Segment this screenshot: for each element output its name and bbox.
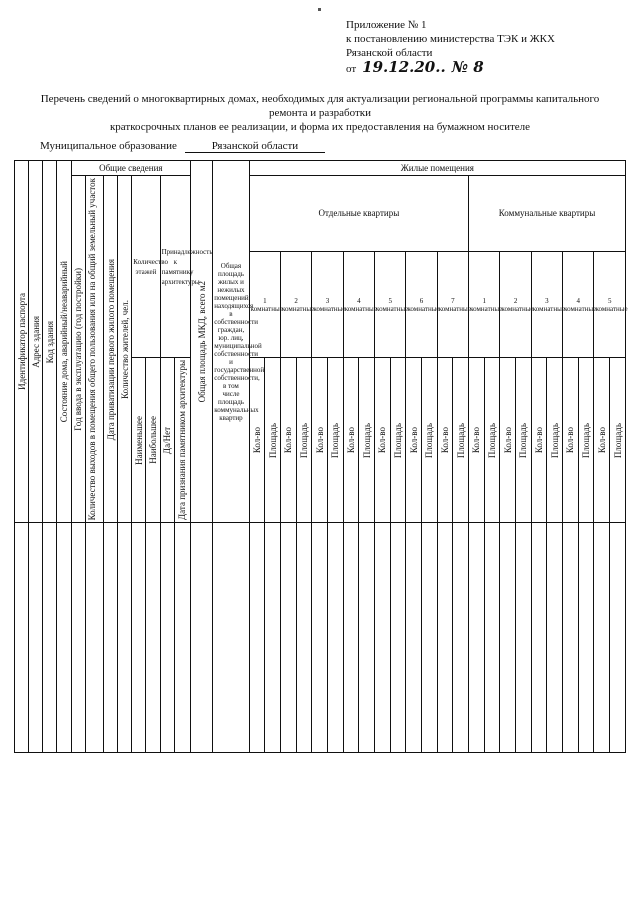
communal-rooms-3 [531,251,565,357]
data-cell[interactable] [265,523,281,753]
communal-rooms-2 [500,251,534,357]
data-cell[interactable] [249,523,265,753]
data-cell[interactable] [174,523,190,753]
data-cell[interactable] [516,523,532,753]
qty-label: Кол-во [471,427,482,454]
col-exits: Количество выходов в помещения общего пользования или на общий земельный участок [86,178,97,521]
data-cell[interactable] [15,523,29,753]
data-cell[interactable] [578,523,594,753]
data-cell[interactable] [29,523,43,753]
appendix-ref: к постановлению министерства ТЭК и ЖКХ [346,33,555,45]
qty-label: Кол-во [377,427,388,454]
floors-group: Количество этажей [132,176,160,358]
qty-label: Кол-во [534,427,545,454]
appendix-header [346,18,616,76]
room-count: 1 [482,296,486,305]
data-cell[interactable] [312,523,328,753]
area-label: Площадь [549,422,560,458]
col-state: Состояние дома, аварийный/неаварийный [59,261,70,423]
rooms-suffix: комнатные [344,304,377,313]
communal-apartments-header: Коммунальные квартиры [469,176,626,252]
qty-label: Кол-во [314,427,325,454]
communal-3-area-cell [547,358,563,523]
rooms-suffix: комнатные [438,304,471,313]
col-monument-date: Дата признания памятником архитектуры [177,360,188,521]
col-floors-max: Наибольшее [148,416,159,465]
data-cell[interactable] [71,523,85,753]
room-count: 2 [513,296,518,305]
data-cell[interactable] [469,523,485,753]
separate-rooms-4 [343,251,377,357]
separate-rooms-2 [281,251,315,357]
rooms-suffix: комнатные [532,304,565,313]
communal-5-area-cell [610,358,626,523]
data-cell[interactable] [191,523,213,753]
separate-rooms-3 [312,251,346,357]
data-cell[interactable] [328,523,344,753]
separate-2-area-cell [296,358,312,523]
separate-2-qty-cell [281,358,297,523]
separate-7-area-cell [453,358,469,523]
data-cell[interactable] [406,523,422,753]
communal-2-qty-cell [500,358,516,523]
qty-label: Кол-во [408,427,419,454]
data-cell[interactable] [563,523,579,753]
document-title [40,92,600,134]
col-code: Код здания [44,320,55,363]
data-cell[interactable] [85,523,103,753]
communal-4-area-cell [578,358,594,523]
monument-group: Принадлежность к памятнику архитектуры [160,176,190,358]
separate-rooms-7 [437,251,471,357]
communal-2-area-cell [516,358,532,523]
area-label: Площадь [518,422,529,458]
room-count: 2 [294,296,298,305]
data-cell[interactable] [281,523,297,753]
data-cell[interactable] [531,523,547,753]
area-label: Площадь [487,422,498,458]
qty-label: Кол-во [565,427,576,454]
area-label: Площадь [612,422,623,458]
separate-5-area-cell [390,358,406,523]
rooms-suffix: комнатные [407,304,440,313]
data-cell[interactable] [453,523,469,753]
communal-rooms-1 [469,251,503,357]
qty-label: Кол-во [346,427,357,454]
area-label: Площадь [581,422,592,458]
separate-1-area-cell [265,358,281,523]
data-cell[interactable] [43,523,57,753]
scan-speck [318,8,321,11]
separate-3-area-cell [328,358,344,523]
qty-label: Кол-во [251,427,262,454]
municipality-row [40,140,600,153]
title-line-1: Перечень сведений о многоквартирных домах, необходимых для актуализации региональной программы капитального ремонта и разработки [40,93,600,119]
communal-3-qty-cell [531,358,547,523]
rooms-suffix: комнатные [470,304,503,313]
appendix-region: Рязанской области [346,47,433,59]
data-cell[interactable] [132,523,146,753]
col-privatization-date: Дата приватизации первого жилого помещения [105,258,116,440]
col-year: Год ввода в эксплуатацию (год постройки) [73,267,84,431]
room-count: 4 [576,296,581,305]
area-label: Площадь [267,422,278,458]
room-count: 7 [451,296,455,305]
municipality-value: Рязанской области [185,140,325,153]
qty-label: Кол-во [283,427,294,454]
municipality-label: Муниципальное образование [40,140,177,152]
data-cell[interactable] [160,523,174,753]
col-residents: Количество жителей, чел. [119,299,130,399]
communal-rooms-4 [563,251,597,357]
data-cell[interactable] [343,523,359,753]
area-label: Площадь [330,422,341,458]
data-cell[interactable] [57,523,71,753]
separate-7-qty-cell [437,358,453,523]
rooms-suffix: комнатные [282,304,315,313]
data-cell[interactable] [359,523,375,753]
separate-4-area-cell [359,358,375,523]
room-count: 3 [325,296,330,305]
separate-rooms-6 [406,251,440,357]
rooms-suffix: комнатные [313,304,346,313]
col-floors-min: Наименьшее [133,415,144,465]
building-info-table [14,160,626,753]
rooms-suffix: комнатные [564,304,597,313]
col-monument-yesno: Да/Нет [162,426,173,454]
data-cell[interactable] [422,523,438,753]
col-passport-id: Идентификатор паспорта [16,293,27,391]
area-label: Площадь [299,422,309,458]
room-count: 5 [607,296,612,305]
rooms-suffix: комнатные [501,304,534,313]
living-premises-header: Жилые помещения [249,161,625,176]
separate-6-area-cell [422,358,438,523]
separate-6-qty-cell [406,358,422,523]
separate-3-qty-cell [312,358,328,523]
room-count: 4 [357,296,361,305]
communal-1-area-cell [484,358,500,523]
title-line-2: краткосрочных планов ее реализации, и форма их предоставления на бумажном носителе [109,121,531,133]
empty-data-row [15,523,626,753]
separate-apartments-header: Отдельные квартиры [249,176,468,252]
area-label: Площадь [393,422,404,458]
data-cell[interactable] [594,523,610,753]
data-cell[interactable] [484,523,500,753]
data-cell[interactable] [500,523,516,753]
data-cell[interactable] [146,523,160,753]
data-cell[interactable] [296,523,312,753]
room-count: 6 [419,296,424,305]
communal-1-qty-cell [469,358,485,523]
room-count: 5 [388,296,392,305]
area-label: Площадь [361,422,372,458]
data-cell[interactable] [437,523,453,753]
handwritten-date: 19.12.20.. [362,58,446,76]
data-cell[interactable] [213,523,249,753]
qty-label: Кол-во [596,427,607,454]
separate-1-qty-cell [249,358,265,523]
area-label: Площадь [455,422,466,458]
col-total-area: Общая площадь МКД, всего м2 [196,280,207,403]
separate-4-qty-cell [343,358,359,523]
col-owned-area: Общая площадь жилых и нежилых помещений, находящихся в собственности граждан, юр. лиц, муниципальной собственности и государственной собственности, в том числе площадь коммунальных квартир [213,161,249,523]
communal-4-qty-cell [563,358,579,523]
date-prefix: от [346,63,357,75]
data-cell[interactable] [610,523,626,753]
appendix-number: Приложение № 1 [346,19,427,31]
room-count: 3 [545,296,549,305]
room-count: 1 [263,296,267,305]
rooms-suffix: комнатные [250,304,283,313]
handwritten-number: № 8 [451,58,484,76]
area-label: Площадь [424,422,435,458]
qty-label: Кол-во [502,427,513,454]
data-cell[interactable] [118,523,132,753]
data-cell[interactable] [547,523,563,753]
data-cell[interactable] [390,523,406,753]
col-address: Адрес здания [30,315,41,368]
communal-5-qty-cell [594,358,610,523]
appendix-date-line [346,60,616,76]
rooms-suffix: комнатные [376,304,409,313]
rooms-suffix: комнатные [595,304,628,313]
communal-rooms-5 [594,251,626,357]
separate-rooms-5 [375,251,409,357]
general-info-header: Общие сведения [71,161,190,176]
separate-5-qty-cell [375,358,391,523]
data-cell[interactable] [103,523,117,753]
qty-label: Кол-во [440,427,451,454]
data-cell[interactable] [375,523,391,753]
